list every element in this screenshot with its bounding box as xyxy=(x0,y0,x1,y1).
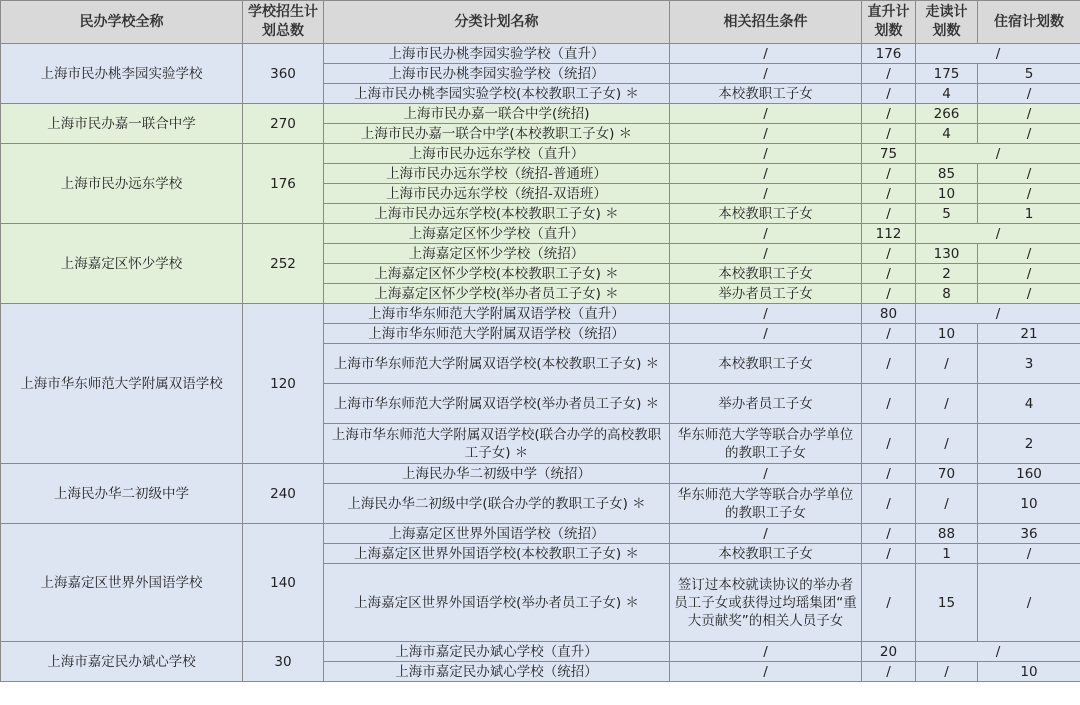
boarding-count-cell: 10 xyxy=(978,484,1080,524)
boarding-count-cell: / xyxy=(978,124,1080,144)
boarding-count-cell: / xyxy=(978,84,1080,104)
condition-cell: / xyxy=(670,524,862,544)
direct-count-cell: / xyxy=(862,484,916,524)
day-board-merged-cell: / xyxy=(916,642,1080,662)
condition-cell: / xyxy=(670,64,862,84)
day-count-cell: 4 xyxy=(916,124,978,144)
total-plan-cell: 270 xyxy=(243,104,324,144)
boarding-count-cell: / xyxy=(978,544,1080,564)
school-name-cell: 上海市民办嘉一联合中学 xyxy=(1,104,243,144)
table-row xyxy=(1,224,1080,244)
day-count-cell: / xyxy=(916,424,978,464)
condition-cell: / xyxy=(670,324,862,344)
school-name-cell: 上海嘉定区世界外国语学校 xyxy=(1,524,243,642)
direct-count-cell: / xyxy=(862,124,916,144)
header-row xyxy=(1,1,1080,44)
condition-cell: 举办者员工子女 xyxy=(670,384,862,424)
day-count-cell: 130 xyxy=(916,244,978,264)
header-day: 走读计划数 xyxy=(916,1,978,44)
direct-count-cell: 75 xyxy=(862,144,916,164)
header-conditions: 相关招生条件 xyxy=(670,1,862,44)
day-count-cell: 88 xyxy=(916,524,978,544)
boarding-count-cell: / xyxy=(978,184,1080,204)
plan-name-cell: 上海市嘉定民办斌心学校（统招） xyxy=(324,662,670,682)
day-count-cell: 2 xyxy=(916,264,978,284)
condition-cell: / xyxy=(670,662,862,682)
boarding-count-cell: / xyxy=(978,244,1080,264)
table-row xyxy=(1,304,1080,324)
condition-cell: / xyxy=(670,124,862,144)
plan-name-cell: 上海嘉定区怀少学校（统招） xyxy=(324,244,670,264)
plan-name-cell: 上海市民办远东学校（统招-普通班） xyxy=(324,164,670,184)
plan-name-cell: 上海市华东师范大学附属双语学校(举办者员工子女) ＊ xyxy=(324,384,670,424)
boarding-count-cell: 21 xyxy=(978,324,1080,344)
header-boarding: 住宿计划数 xyxy=(978,1,1080,44)
direct-count-cell: / xyxy=(862,524,916,544)
day-board-merged-cell: / xyxy=(916,44,1080,64)
condition-cell: / xyxy=(670,464,862,484)
day-count-cell: 8 xyxy=(916,284,978,304)
table-row xyxy=(1,642,1080,662)
condition-cell: 华东师范大学等联合办学单位的教职工子女 xyxy=(670,424,862,464)
table-row xyxy=(1,524,1080,544)
boarding-count-cell: / xyxy=(978,104,1080,124)
direct-count-cell: / xyxy=(862,344,916,384)
plan-name-cell: 上海市嘉定民办斌心学校（直升） xyxy=(324,642,670,662)
direct-count-cell: / xyxy=(862,544,916,564)
boarding-count-cell: 160 xyxy=(978,464,1080,484)
condition-cell: / xyxy=(670,144,862,164)
boarding-count-cell: 10 xyxy=(978,662,1080,682)
plan-name-cell: 上海市民办桃李园实验学校（直升） xyxy=(324,44,670,64)
direct-count-cell: / xyxy=(862,164,916,184)
plan-name-cell: 上海嘉定区世界外国语学校（统招） xyxy=(324,524,670,544)
direct-count-cell: 80 xyxy=(862,304,916,324)
table-body xyxy=(1,44,1080,682)
condition-cell: / xyxy=(670,44,862,64)
condition-cell: 华东师范大学等联合办学单位的教职工子女 xyxy=(670,484,862,524)
condition-cell: / xyxy=(670,304,862,324)
direct-count-cell: / xyxy=(862,264,916,284)
day-count-cell: / xyxy=(916,344,978,384)
day-count-cell: / xyxy=(916,662,978,682)
day-count-cell: 10 xyxy=(916,324,978,344)
direct-count-cell: / xyxy=(862,464,916,484)
total-plan-cell: 252 xyxy=(243,224,324,304)
plan-name-cell: 上海市华东师范大学附属双语学校（统招） xyxy=(324,324,670,344)
direct-count-cell: / xyxy=(862,424,916,464)
school-name-cell: 上海市嘉定民办斌心学校 xyxy=(1,642,243,682)
plan-name-cell: 上海市民办远东学校（直升） xyxy=(324,144,670,164)
plan-name-cell: 上海嘉定区世界外国语学校(举办者员工子女) ＊ xyxy=(324,564,670,642)
header-plan-name: 分类计划名称 xyxy=(324,1,670,44)
plan-name-cell: 上海市民办嘉一联合中学(统招) xyxy=(324,104,670,124)
header-total-plan: 学校招生计划总数 xyxy=(243,1,324,44)
plan-name-cell: 上海民办华二初级中学（统招） xyxy=(324,464,670,484)
boarding-count-cell: 3 xyxy=(978,344,1080,384)
direct-count-cell: / xyxy=(862,64,916,84)
day-count-cell: / xyxy=(916,384,978,424)
direct-count-cell: 112 xyxy=(862,224,916,244)
boarding-count-cell: 1 xyxy=(978,204,1080,224)
plan-name-cell: 上海嘉定区怀少学校(本校教职工子女) ＊ xyxy=(324,264,670,284)
condition-cell: 本校教职工子女 xyxy=(670,544,862,564)
direct-count-cell: / xyxy=(862,84,916,104)
direct-count-cell: 20 xyxy=(862,642,916,662)
plan-name-cell: 上海市华东师范大学附属双语学校(联合办学的高校教职工子女) ＊ xyxy=(324,424,670,464)
plan-name-cell: 上海民办华二初级中学(联合办学的教职工子女) ＊ xyxy=(324,484,670,524)
condition-cell: 本校教职工子女 xyxy=(670,344,862,384)
condition-cell: / xyxy=(670,642,862,662)
header-school-name: 民办学校全称 xyxy=(1,1,243,44)
day-count-cell: 1 xyxy=(916,544,978,564)
day-count-cell: 85 xyxy=(916,164,978,184)
boarding-count-cell: / xyxy=(978,564,1080,642)
direct-count-cell: / xyxy=(862,244,916,264)
total-plan-cell: 176 xyxy=(243,144,324,224)
school-name-cell: 上海嘉定区怀少学校 xyxy=(1,224,243,304)
plan-name-cell: 上海市民办远东学校(本校教职工子女) ＊ xyxy=(324,204,670,224)
plan-name-cell: 上海市华东师范大学附属双语学校(本校教职工子女) ＊ xyxy=(324,344,670,384)
condition-cell: / xyxy=(670,104,862,124)
boarding-count-cell: 4 xyxy=(978,384,1080,424)
direct-count-cell: / xyxy=(862,564,916,642)
plan-name-cell: 上海市民办嘉一联合中学(本校教职工子女) ＊ xyxy=(324,124,670,144)
school-name-cell: 上海市民办远东学校 xyxy=(1,144,243,224)
direct-count-cell: / xyxy=(862,204,916,224)
school-name-cell: 上海市民办桃李园实验学校 xyxy=(1,44,243,104)
header-direct: 直升计划数 xyxy=(862,1,916,44)
table-row xyxy=(1,44,1080,64)
total-plan-cell: 140 xyxy=(243,524,324,642)
total-plan-cell: 120 xyxy=(243,304,324,464)
condition-cell: / xyxy=(670,164,862,184)
day-count-cell: 15 xyxy=(916,564,978,642)
plan-name-cell: 上海嘉定区怀少学校（直升） xyxy=(324,224,670,244)
table-row xyxy=(1,104,1080,124)
plan-name-cell: 上海市民办桃李园实验学校(本校教职工子女) ＊ xyxy=(324,84,670,104)
condition-cell: 举办者员工子女 xyxy=(670,284,862,304)
day-count-cell: 175 xyxy=(916,64,978,84)
condition-cell: 签订过本校就读协议的举办者员工子女或获得过均瑶集团“重大贡献奖”的相关人员子女 xyxy=(670,564,862,642)
school-name-cell: 上海市华东师范大学附属双语学校 xyxy=(1,304,243,464)
condition-cell: / xyxy=(670,244,862,264)
total-plan-cell: 30 xyxy=(243,642,324,682)
day-count-cell: 4 xyxy=(916,84,978,104)
table-row xyxy=(1,144,1080,164)
direct-count-cell: / xyxy=(862,184,916,204)
condition-cell: 本校教职工子女 xyxy=(670,264,862,284)
direct-count-cell: / xyxy=(862,284,916,304)
day-board-merged-cell: / xyxy=(916,304,1080,324)
condition-cell: 本校教职工子女 xyxy=(670,84,862,104)
boarding-count-cell: / xyxy=(978,284,1080,304)
plan-name-cell: 上海市华东师范大学附属双语学校（直升） xyxy=(324,304,670,324)
boarding-count-cell: / xyxy=(978,164,1080,184)
plan-name-cell: 上海嘉定区世界外国语学校(本校教职工子女) ＊ xyxy=(324,544,670,564)
condition-cell: / xyxy=(670,184,862,204)
day-count-cell: 70 xyxy=(916,464,978,484)
table-row xyxy=(1,464,1080,484)
total-plan-cell: 240 xyxy=(243,464,324,524)
day-board-merged-cell: / xyxy=(916,224,1080,244)
direct-count-cell: / xyxy=(862,324,916,344)
day-count-cell: 5 xyxy=(916,204,978,224)
condition-cell: / xyxy=(670,224,862,244)
school-name-cell: 上海民办华二初级中学 xyxy=(1,464,243,524)
direct-count-cell: / xyxy=(862,104,916,124)
plan-name-cell: 上海市民办远东学校（统招-双语班） xyxy=(324,184,670,204)
day-board-merged-cell: / xyxy=(916,144,1080,164)
day-count-cell: 266 xyxy=(916,104,978,124)
plan-name-cell: 上海嘉定区怀少学校(举办者员工子女) ＊ xyxy=(324,284,670,304)
day-count-cell: / xyxy=(916,484,978,524)
total-plan-cell: 360 xyxy=(243,44,324,104)
direct-count-cell: / xyxy=(862,384,916,424)
condition-cell: 本校教职工子女 xyxy=(670,204,862,224)
direct-count-cell: / xyxy=(862,662,916,682)
boarding-count-cell: 5 xyxy=(978,64,1080,84)
boarding-count-cell: 36 xyxy=(978,524,1080,544)
day-count-cell: 10 xyxy=(916,184,978,204)
boarding-count-cell: 2 xyxy=(978,424,1080,464)
direct-count-cell: 176 xyxy=(862,44,916,64)
plan-name-cell: 上海市民办桃李园实验学校（统招） xyxy=(324,64,670,84)
boarding-count-cell: / xyxy=(978,264,1080,284)
